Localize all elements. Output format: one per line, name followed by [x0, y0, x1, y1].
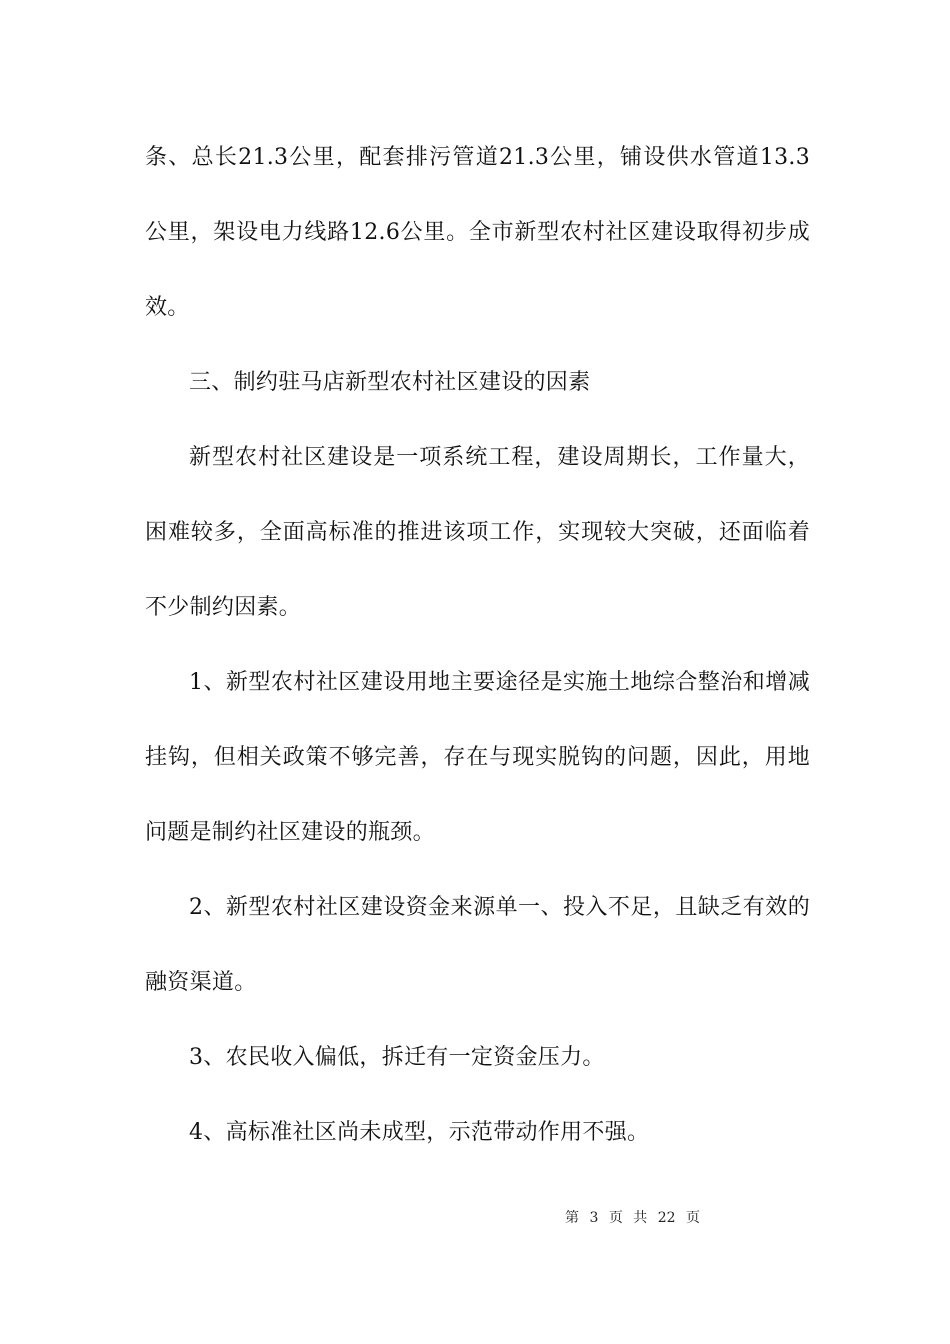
section-heading: 三、制约驻马店新型农村社区建设的因素 [189, 370, 591, 395]
list-item-line: 问题是制约社区建设的瓶颈。 [145, 820, 435, 845]
list-item-line: 融资渠道。 [145, 970, 257, 995]
document-body [145, 120, 810, 1170]
page-label-total-prefix: 共 [633, 1210, 648, 1226]
page-label-suffix: 页 [686, 1210, 701, 1226]
paragraph-line: 困难较多，全面高标准的推进该项工作，实现较大突破，还面临着 [145, 520, 810, 545]
list-item-line: 3、农民收入偏低，拆迁有一定资金压力。 [189, 1045, 605, 1070]
paragraph-line: 公里，架设电力线路12.6公里。全市新型农村社区建设取得初步成 [145, 220, 810, 245]
current-page-number: 3 [589, 1210, 599, 1226]
list-item-line: 2、新型农村社区建设资金来源单一、投入不足，且缺乏有效的 [189, 895, 810, 920]
total-page-number: 22 [657, 1210, 676, 1226]
page-number [565, 1208, 706, 1228]
paragraph-line: 效。 [145, 295, 190, 320]
list-item-line: 4、高标准社区尚未成型，示范带动作用不强。 [189, 1120, 650, 1145]
page-label-mid: 页 [608, 1210, 623, 1226]
page-label-prefix: 第 [565, 1210, 579, 1226]
paragraph-line: 新型农村社区建设是一项系统工程，建设周期长，工作量大， [189, 445, 810, 470]
list-item-line: 挂钩，但相关政策不够完善，存在与现实脱钩的问题，因此，用地 [145, 745, 810, 770]
list-item-line: 1、新型农村社区建设用地主要途径是实施土地综合整治和增减 [189, 670, 810, 695]
paragraph-line: 条、总长21.3公里，配套排污管道21.3公里，铺设供水管道13.3 [145, 145, 810, 170]
paragraph-line: 不少制约因素。 [145, 595, 302, 620]
